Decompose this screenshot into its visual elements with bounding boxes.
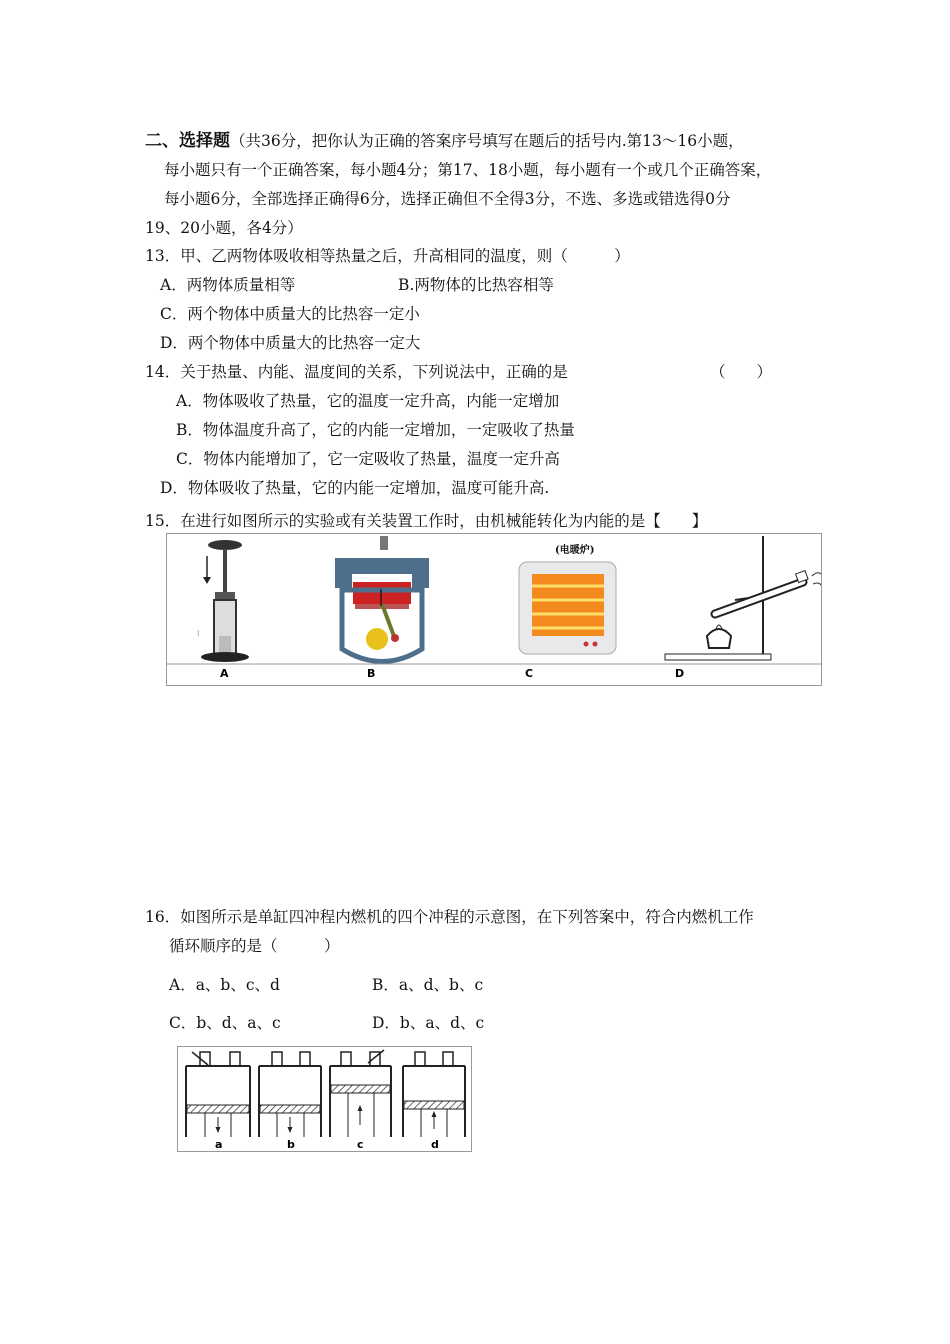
q15-figure bbox=[166, 533, 822, 686]
q13-option-c: C．两个物体中质量大的比热容一定小 bbox=[160, 305, 420, 323]
cylinder-a bbox=[186, 1052, 250, 1137]
q16-option-b: B．a、d、b、c bbox=[372, 976, 484, 994]
fire-syringe-drawing bbox=[197, 540, 249, 662]
electric-heater-drawing bbox=[519, 543, 616, 654]
q15-figure-drawing bbox=[167, 534, 821, 685]
q15-label-c: C bbox=[525, 667, 534, 680]
q14-option-c: C．物体内能增加了，它一定吸收了热量，温度一定升高 bbox=[176, 450, 560, 468]
q16-option-a: A．a、b、c、d bbox=[169, 976, 280, 994]
q16-label-b: b bbox=[287, 1138, 295, 1151]
svg-text:⁝: ⁝ bbox=[197, 629, 200, 638]
section-header bbox=[145, 131, 744, 151]
q13-option-d: D．两个物体中质量大的比热容一定大 bbox=[160, 334, 421, 352]
q16-label-c: c bbox=[357, 1138, 364, 1151]
q16-stem-line-1: 16．如图所示是单缸四冲程内燃机的四个冲程的示意图，在下列答案中，符合内燃机工作 bbox=[145, 908, 754, 926]
q14-option-a: A．物体吸收了热量，它的温度一定升高，内能一定增加 bbox=[176, 392, 560, 410]
cylinder-d bbox=[403, 1052, 465, 1137]
q15-stem: 15．在进行如图所示的实验或有关装置工作时，由机械能转化为内能的是【 】 bbox=[145, 512, 708, 530]
q14-option-b: B．物体温度升高了，它的内能一定增加，一定吸收了热量 bbox=[176, 421, 575, 439]
q16-option-c: C．b、d、a、c bbox=[169, 1014, 281, 1032]
engine-cylinder-drawing bbox=[335, 536, 429, 662]
q16-option-d: D．b、a、d、c bbox=[372, 1014, 485, 1032]
section-intro-line-3: 每小题6分，全部选择正确得6分，选择正确但不全得3分，不选、多选或错选得0分 bbox=[164, 190, 731, 208]
q15-label-d: D bbox=[675, 667, 685, 680]
test-tube-stand-drawing bbox=[665, 536, 821, 660]
q16-label-a: a bbox=[215, 1138, 223, 1151]
q15-label-b: B bbox=[367, 667, 376, 680]
section-intro-line-1: （共36分，把你认为正确的答案序号填写在题后的括号内.第13～16小题， bbox=[230, 132, 744, 150]
section-intro-line-2: 每小题只有一个正确答案，每小题4分；第17、18小题，每小题有一个或几个正确答案， bbox=[164, 161, 772, 179]
cylinder-c bbox=[330, 1050, 391, 1137]
section-title: 二、选择题 bbox=[145, 131, 230, 151]
q16-label-d: d bbox=[431, 1138, 439, 1151]
q16-stem-line-2: 循环顺序的是（ ） bbox=[169, 937, 340, 955]
q15-label-a: A bbox=[220, 667, 229, 680]
section-intro-line-4: 19、20小题，各4分） bbox=[145, 219, 303, 237]
heater-label: (电暖炉) bbox=[555, 545, 595, 556]
q16-figure bbox=[177, 1046, 472, 1152]
q14-answer-bracket: （ ） bbox=[710, 363, 773, 381]
q14-stem: 14．关于热量、内能、温度间的关系，下列说法中，正确的是 bbox=[145, 363, 568, 381]
q13-option-a: A．两物体质量相等 bbox=[160, 276, 296, 294]
q13-option-b: B.两物体的比热容相等 bbox=[398, 276, 554, 294]
cylinder-b bbox=[259, 1052, 321, 1137]
q14-option-d: D．物体吸收了热量，它的内能一定增加，温度可能升高. bbox=[160, 479, 550, 497]
q13-stem: 13．甲、乙两物体吸收相等热量之后，升高相同的温度，则（ ） bbox=[145, 247, 630, 265]
q16-stroke-diagram bbox=[178, 1047, 471, 1151]
